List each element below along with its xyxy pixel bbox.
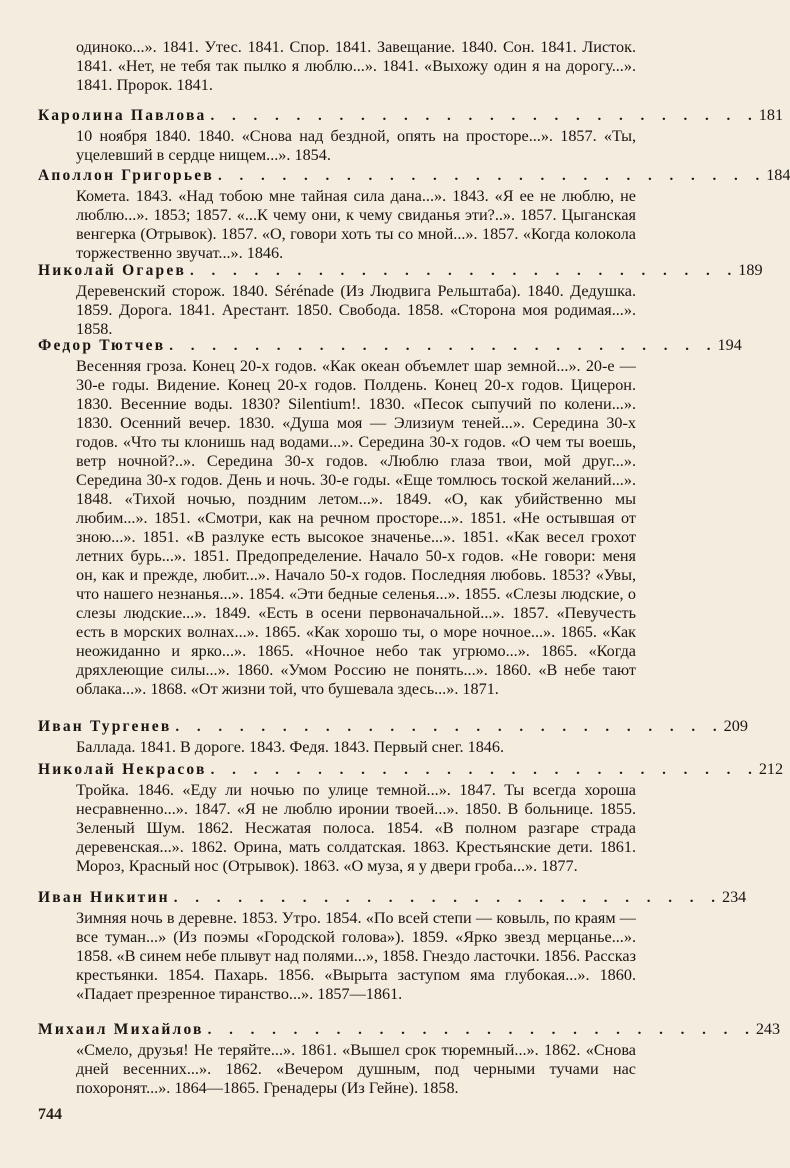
- entry-header: [38, 261, 763, 282]
- leader-dots: . . . . . . . . . . . . . . . . . . . . . . . . . .: [210, 108, 759, 124]
- author-name: Николай Некрасов: [38, 761, 207, 778]
- contents-entry: [38, 261, 763, 339]
- entry-header: [38, 717, 748, 738]
- contents-entry: [38, 166, 790, 263]
- contents-entry: [38, 717, 748, 757]
- leader-dots: . . . . . . . . . . . . . . . . . . . . . . . . . .: [210, 762, 759, 778]
- author-name: Федор Тютчев: [38, 337, 166, 354]
- entry-text: Зимняя ночь в деревне. 1853. Утро. 1854. «По всей степи — ковыль, по краям — все туман...» (Из поэмы «Городской голова»). 1859. «Ярко звезд мерцанье...». 1858. «В синем небе плывут над полями...», 1858. Гнездо ласточки. 1856. Рассказ крестьянки. 1854. Пахарь. 1856. «Вырыта заступом яма глубокая...». 1860. «Падает презренное тиранство...». 1857—1861.: [76, 909, 636, 1003]
- entry-header: [38, 166, 790, 187]
- leader-dots: . . . . . . . . . . . . . . . . . . . . . . . . . .: [169, 338, 718, 354]
- entry-text: Весенняя гроза. Конец 20-х годов. «Как океан объемлет шар земной...». 20-е — 30-е годы. Видение. Конец 20-х годов. Полдень. Конец 20-х годов. Цицерон. 1830. Весенние воды. 1830? Silentium!. 1830. «Песок сыпучий по колени...». 1830. Осенний вечер. 1830. «Душа моя — Элизиум теней...». Середина 30-х годов. «Что ты клонишь над водами...». Середина 30-х годов. «О чем ты воешь, ветр ночной?..». Середина 30-х годов. «Люблю глаза твои, мой друг...». Середина 30-х годов. День и ночь. 30-е годы. «Еще томлюсь тоской желаний...». 1848. «Тихой ночью, поздним летом...». 1849. «О, как убийственно мы любим...». 1851. «Смотри, как на речном просторе...». 1851. «Не остывшая от зною...». 1851. «В разлуке есть высокое значенье...». 1851. «Как весел грохот летних бурь...». 1851. Предопределение. Начало 50-х годов. «Не говори: меня он, как и прежде, любит...». Начало 50-х годов. Последняя любовь. 1853? «Увы, что нашего незнанья...». 1854. «Эти бедные селенья...». 1855. «Слезы людские, о слезы людские...». 1849. «Есть в осени первоначальной...». 1857. «Певучесть есть в морских волнах...». 1865. «Как хорошо ты, о море ночное...». 1865. «Как неожиданно и ярко...». 1865. «Ночное небо так угрюмо...». 1865. «Когда дряхлеющие силы...». 1860. «Умом Россию не понять...». 1860. «В небе тают облака...». 1868. «От жизни той, что бушевала здесь...». 1871.: [76, 357, 636, 698]
- leader-dots: . . . . . . . . . . . . . . . . . . . . . . . . . .: [190, 263, 739, 279]
- entry-text: Тройка. 1846. «Еду ли ночью по улице темной...». 1847. Ты всегда хороша несравненно...». 1847. «Я не люблю иронии твоей...». 1850. В больнице. 1855. Зеленый Шум. 1862. Несжатая полоса. 1854. «В полном разгаре страда деревенская...». 1862. Орина, мать солдатская. 1863. Крестьянские дети. 1861. Мороз, Красный нос (Отрывок). 1863. «О муза, я у двери гроба...». 1877.: [76, 781, 636, 875]
- page-ref: 243: [755, 1020, 781, 1038]
- author-name: Каролина Павлова: [38, 107, 207, 124]
- author-name: Аполлон Григорьев: [38, 167, 214, 184]
- author-name: Николай Огарев: [38, 262, 187, 279]
- entry-header: [38, 336, 742, 357]
- author-name: Иван Никитин: [38, 889, 170, 906]
- contents-entry: [38, 106, 784, 165]
- entry-text: Баллада. 1841. В дороге. 1843. Федя. 1843. Первый снег. 1846.: [76, 738, 505, 756]
- page-ref: 212: [758, 760, 784, 778]
- author-name: Иван Тургенев: [38, 718, 172, 735]
- entry-text: «Смело, друзья! Не теряйте...». 1861. «Вышел срок тюремный...». 1862. «Снова дней весенних...». 1862. «Вечером душным, под черными тучами нас похоронят...». 1864—1865. Гренадеры (Из Гейне). 1858.: [76, 1041, 636, 1097]
- contents-entry: [38, 760, 784, 876]
- leader-dots: . . . . . . . . . . . . . . . . . . . . . . . . . .: [217, 168, 767, 184]
- entry-text: Деревенский сторож. 1840. Sérénade (Из Людвига Рельштаба). 1840. Дедушка. 1859. Дорога. 1841. Арестант. 1850. Свобода. 1858. «Сторона моя родимая...». 1858.: [76, 282, 636, 338]
- page-ref: 184: [766, 166, 790, 184]
- contents-entry: [38, 1020, 781, 1098]
- page-ref: 194: [717, 336, 742, 354]
- continued-entry-text: одиноко...». 1841. Утес. 1841. Спор. 1841. Завещание. 1840. Сон. 1841. Листок. 1841. «Нет, не тебя так пылко я люблю...». 1841. «Выхожу один я на дорогу...». 1841. Пророк. 1841.: [76, 38, 636, 94]
- page-ref: 209: [723, 717, 748, 735]
- contents-entry: [38, 336, 742, 699]
- entry-header: [38, 106, 784, 127]
- page-ref: 181: [758, 106, 784, 124]
- page-ref: 234: [721, 888, 747, 906]
- page-number: 744: [38, 1106, 62, 1123]
- entry-header: [38, 760, 784, 781]
- entry-text: 10 ноября 1840. 1840. «Снова над бездной, опять на просторе...». 1857. «Ты, уцелевший в сердце нищем...». 1854.: [76, 127, 636, 164]
- leader-dots: . . . . . . . . . . . . . . . . . . . . . . . . . .: [175, 719, 724, 735]
- leader-dots: . . . . . . . . . . . . . . . . . . . . . . . . . .: [207, 1022, 756, 1038]
- page-ref: 189: [738, 261, 763, 279]
- entry-header: [38, 1020, 781, 1041]
- entry-header: [38, 888, 747, 909]
- entry-text: Комета. 1843. «Над тобою мне тайная сила дана...». 1843. «Я ее не люблю, не люблю...». 1853; 1857. «...К чему они, к чему свиданья эти?..». 1857. Цыганская венгерка (Отрывок). 1857. «О, говори хоть ты со мной...». 1857. «Когда колокола торжественно звучат...». 1846.: [76, 187, 636, 262]
- author-name: Михаил Михайлов: [38, 1021, 204, 1038]
- leader-dots: . . . . . . . . . . . . . . . . . . . . . . . . . .: [173, 890, 722, 906]
- contents-entry: [38, 888, 747, 1004]
